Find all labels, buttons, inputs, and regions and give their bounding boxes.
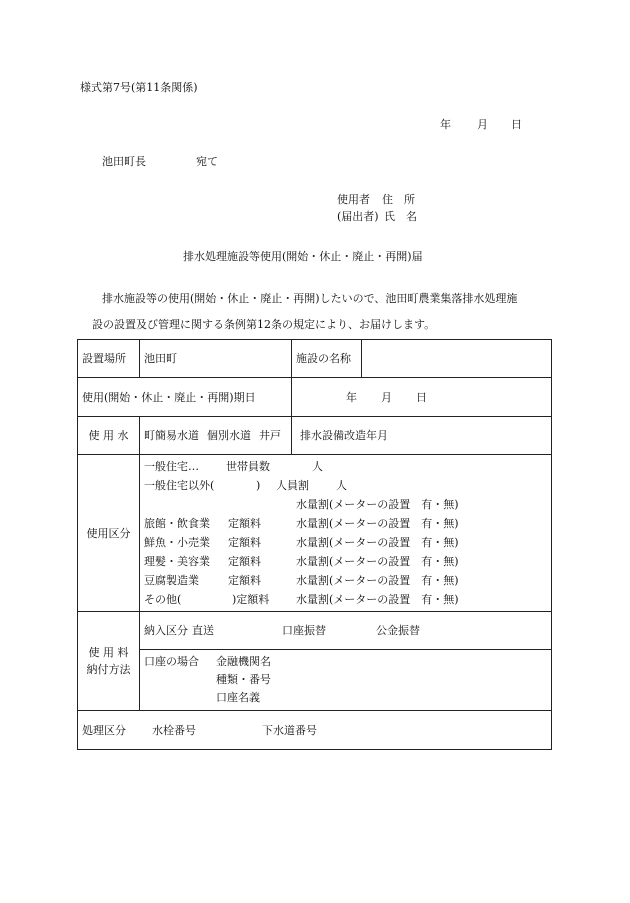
category-label: 使用区分 [78,455,140,612]
business-name: 鮮魚・小売業 [144,536,210,549]
business-line[interactable] [144,552,547,571]
location-value[interactable]: 池田町 [140,340,292,378]
business-fixed-rate: 定額料 [228,574,261,587]
treatment-cell[interactable] [78,711,552,750]
business-fixed-rate: 定額料 [228,536,261,549]
addressee-name: 池田町長 [102,155,146,168]
date-day-label: 日 [511,118,522,131]
household-label: 一般住宅… [144,460,199,473]
applicant-user-label: 使用者 [337,193,370,206]
period-row [78,378,552,417]
addressee-suffix: 宛て [196,155,218,168]
applicant-notifier-label: (届出者) [337,210,379,223]
household-count-label: 世帯員数 [226,460,270,473]
period-label: 使用(開始・休止・廃止・再開)期日 [78,378,292,417]
water-option-private[interactable]: 個別水道 [207,429,251,442]
payment-option-public[interactable]: 公金振替 [376,624,420,637]
bank-name-label: 金融機関名 [216,655,271,668]
body-text-line2: 設の設置及び管理に関する条例第12条の規定により、お届けします。 [92,318,436,331]
payment-label [78,612,140,711]
form-number: 様式第7号(第11条関係) [80,81,198,94]
hydrant-number-label: 水栓番号 [152,723,196,737]
period-year-label: 年 [346,390,357,404]
location-row [78,340,552,378]
treatment-label: 処理区分 [82,723,126,737]
sewer-number-label: 下水道番号 [262,723,317,737]
account-cell[interactable] [140,650,552,711]
facility-name-label: 施設の名称 [292,340,362,378]
payment-category-cell[interactable] [140,612,552,650]
business-water-rate: 水量割(メーターの設置 有・無) [296,555,459,568]
household-unit: 人 [312,460,323,473]
applicant-address-label: 住 所 [382,193,415,206]
body-text-line1: 排水施設等の使用(開始・休止・廃止・再開)したいので、池田町農業集落排水処理施 [102,292,518,305]
date-year-label: 年 [440,118,451,131]
payment-category-label: 納入区分 [144,624,188,637]
business-line[interactable] [144,514,547,533]
treatment-row [78,711,552,750]
water-rate-label: 水量割(メーターの設置 有・無) [296,498,459,511]
non-household-close: ) [256,479,261,492]
business-name: 豆腐製造業 [144,574,199,587]
water-options[interactable] [140,417,292,455]
payment-label-line1: 使 用 料 [88,646,129,659]
period-month-label: 月 [381,390,392,404]
business-name: 旅館・飲食業 [144,517,210,530]
period-day-label: 日 [416,390,427,404]
business-line[interactable] [144,590,547,609]
category-water-rate-line[interactable] [144,495,547,514]
business-line[interactable] [144,571,547,590]
account-name-label: 口座名義 [216,691,260,704]
water-option-municipal[interactable]: 町簡易水道 [144,429,199,442]
water-label: 使 用 水 [78,417,140,455]
drain-renovation-cell[interactable] [292,417,552,455]
business-fixed-rate: )定額料 [232,593,270,606]
type-number-label: 種類・番号 [216,673,271,686]
payment-option-account[interactable]: 口座振替 [282,624,326,637]
account-case-label: 口座の場合 [144,655,199,668]
category-row [78,455,552,612]
drain-renovation-label: 排水設備改造年月 [300,429,388,442]
category-household-line[interactable] [144,457,547,476]
period-date-field[interactable] [292,378,552,417]
business-water-rate: 水量割(メーターの設置 有・無) [296,517,459,530]
non-household-count-label: 人員割 [276,479,309,492]
non-household-label: 一般住宅以外( [144,479,215,492]
account-row [78,650,552,711]
business-line[interactable] [144,533,547,552]
business-fixed-rate: 定額料 [228,517,261,530]
date-month-label: 月 [477,118,488,131]
business-fixed-rate: 定額料 [228,555,261,568]
business-water-rate: 水量割(メーターの設置 有・無) [296,574,459,587]
business-water-rate: 水量割(メーターの設置 有・無) [296,593,459,606]
business-name: その他( [144,593,182,606]
category-non-household-line[interactable] [144,476,547,495]
document-title: 排水処理施設等使用(開始・休止・廃止・再開)届 [183,250,423,263]
applicant-name-label: 氏 名 [384,210,417,223]
water-option-well[interactable]: 井戸 [259,429,281,442]
facility-name-field[interactable] [362,340,552,378]
business-name: 理髪・美容業 [144,555,210,568]
payment-category-row [78,612,552,650]
category-content [140,455,552,612]
payment-option-direct[interactable]: 直送 [192,624,214,637]
water-row [78,417,552,455]
application-form-table [77,339,552,750]
business-water-rate: 水量割(メーターの設置 有・無) [296,536,459,549]
location-label: 設置場所 [78,340,140,378]
non-household-unit: 人 [336,479,347,492]
payment-label-line2: 納付方法 [86,663,131,676]
